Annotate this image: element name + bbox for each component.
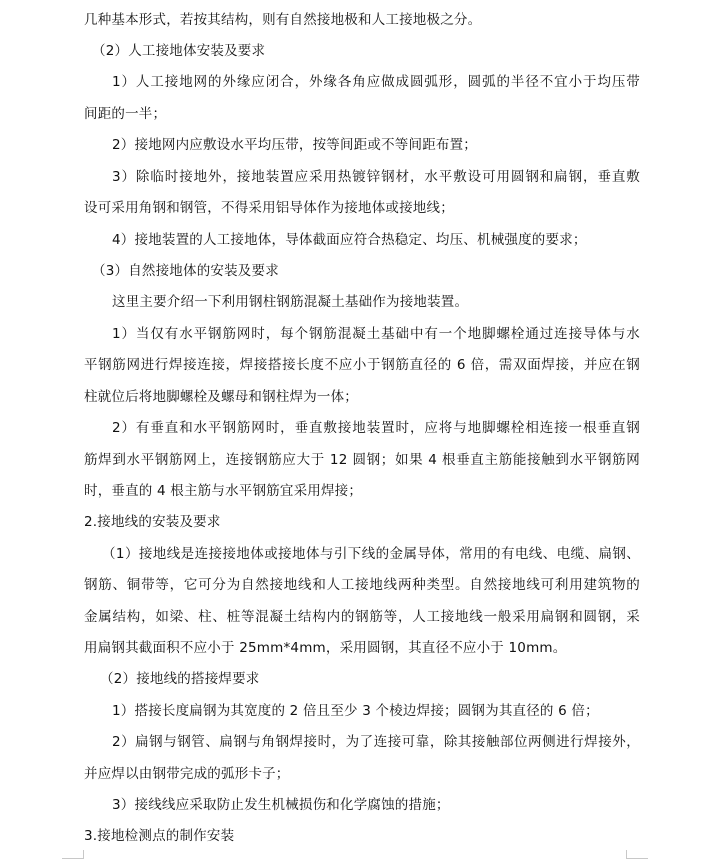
text-line: 柱就位后将地脚螺栓及螺母和钢柱焊为一体； <box>84 389 358 405</box>
text-line: 钢筋、铜带等，它可分为自然接地线和人工接地线两种类型。自然接地线可利用建筑物的 <box>84 577 640 593</box>
section-heading: （2）接地线的搭接焊要求 <box>100 671 260 687</box>
text-line: 2）有垂直和水平钢筋网时，垂直敷接地装置时，应将与地脚螺栓相连接一根垂直钢 <box>112 420 640 436</box>
section-heading: 2.接地线的安装及要求 <box>84 514 221 530</box>
text-line: 筋焊到水平钢筋网上，连接钢筋应大于 12 圆钢；如果 4 根垂直主筋能接触到水平钢筋网 <box>84 452 640 468</box>
text-line: 1）人工接地网的外缘应闭合，外缘各角应做成圆弧形，圆弧的半径不宜小于均压带 <box>112 74 640 90</box>
text-line: 4）接地装置的人工接地体，导体截面应符合热稳定、均压、机械强度的要求； <box>112 232 587 248</box>
text-line: 1）当仅有水平钢筋网时，每个钢筋混凝土基础中有一个地脚螺栓通过连接导体与水 <box>112 326 640 342</box>
text-line: 时，垂直的 4 根主筋与水平钢筋宜采用焊接； <box>84 483 363 499</box>
crop-mark <box>83 850 84 859</box>
text-line: 用扁钢其截面积不应小于 25mm*4mm，采用圆钢，其直径不应小于 10mm。 <box>84 640 567 656</box>
text-line: 2）接地网内应敷设水平均压带，按等间距或不等间距布置； <box>112 137 477 153</box>
text-line: 3）除临时接地外，接地装置应采用热镀锌钢材，水平敷设可用圆钢和扁钢，垂直敷 <box>112 169 640 185</box>
section-heading: 3.接地检测点的制作安装 <box>84 828 235 844</box>
text-line: 3）接线线应采取防止发生机械损伤和化学腐蚀的措施； <box>112 797 450 813</box>
text-line: 平钢筋网进行焊接连接，焊接搭接长度不应小于钢筋直径的 6 倍，需双面焊接，并应在钢 <box>84 357 640 373</box>
crop-mark <box>626 858 648 859</box>
text-line: 设可采用角钢和钢管，不得采用铝导体作为接地体或接地线； <box>84 200 454 216</box>
section-heading: （3）自然接地体的安装及要求 <box>92 263 279 279</box>
text-line: 间距的一半； <box>84 106 167 122</box>
crop-mark <box>62 858 84 859</box>
section-heading: （2）人工接地体安装及要求 <box>92 43 266 59</box>
text-line: 这里主要介绍一下利用钢柱钢筋混凝土基础作为接地装置。 <box>112 294 469 310</box>
text-line: 几种基本形式，若按其结构，则有自然接地极和人工接地极之分。 <box>84 12 482 28</box>
text-line: （1）接地线是连接接地体或接地体与引下线的金属导体，常用的有电线、电缆、扁钢、 <box>102 546 640 562</box>
crop-mark <box>626 850 627 859</box>
text-line: 金属结构，如梁、柱、桩等混凝土结构内的钢筋等，人工接地线一般采用扁钢和圆钢，采 <box>84 609 640 625</box>
text-line: 2）扁钢与钢管、扁钢与角钢焊接时，为了连接可靠，除其接触部位两侧进行焊接外， <box>112 734 640 750</box>
text-line: 1）搭接长度扁钢为其宽度的 2 倍且至少 3 个棱边焊接；圆钢为其直径的 6 倍； <box>112 703 599 719</box>
text-line: 并应焊以由钢带完成的弧形卡子； <box>84 766 290 782</box>
